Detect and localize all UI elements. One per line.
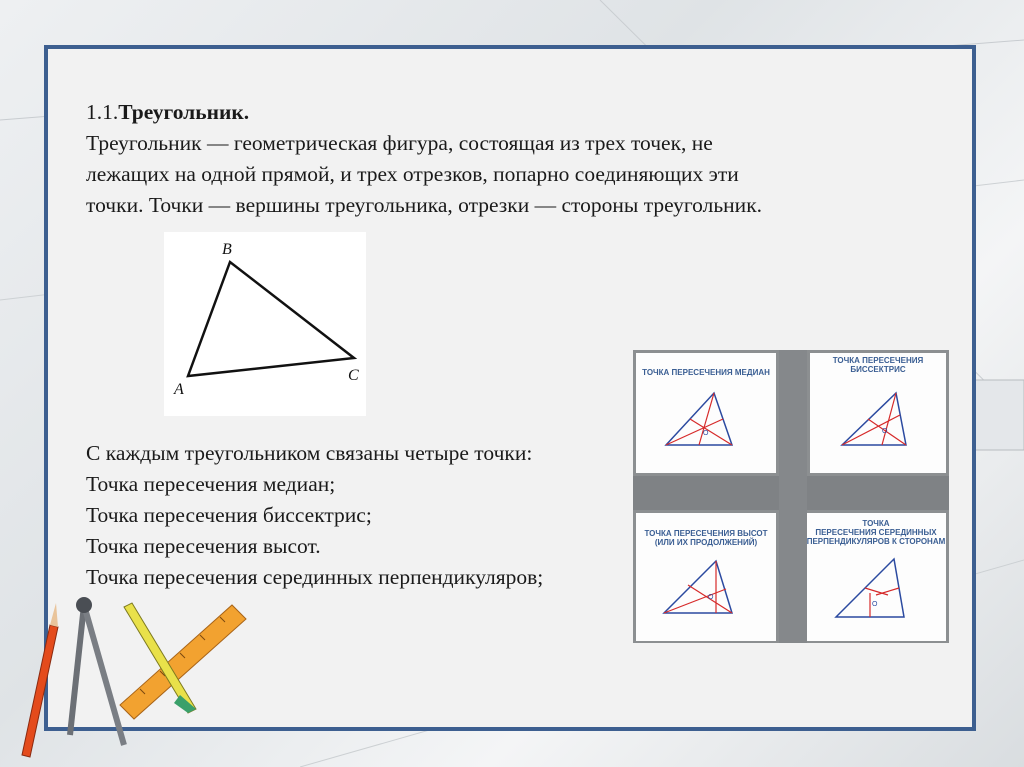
card-caption: ТОЧКА ПЕРЕСЕЧЕНИЯ — [832, 356, 924, 365]
vertex-label-b: B — [222, 241, 232, 258]
card-caption: ПЕРПЕНДИКУЛЯРОВ К СТОРОНАМ — [806, 537, 946, 546]
triangle-abc — [188, 262, 354, 376]
definition-line: точки. Точки — вершины треугольника, отрезки — стороны треугольник. — [86, 193, 763, 217]
card-perpendicular-bisectors — [806, 513, 946, 641]
definition-line: Треугольник — геометрическая фигура, состоящая из трех точек, не — [86, 131, 713, 155]
list-item: Точка пересечения серединных перпендикуляров; — [86, 565, 544, 589]
definition-text — [86, 97, 926, 221]
card-caption: ТОЧКА ПЕРЕСЕЧЕНИЯ ВЫСОТ — [644, 529, 768, 538]
point-o-label: O — [882, 428, 888, 435]
drawing-tools-illustration — [0, 585, 260, 767]
card-caption: ТОЧКА ПЕРЕСЕЧЕНИЯ МЕДИАН — [642, 368, 770, 377]
point-o-label: O — [703, 430, 709, 437]
card-bisectors — [810, 353, 946, 473]
heading-line — [86, 97, 926, 128]
heading-title: Треугольник. — [118, 100, 250, 124]
compass-icon — [70, 597, 124, 745]
list-intro: С каждым треугольником связаны четыре точки: — [86, 441, 533, 465]
card-caption: ТОЧКА — [862, 519, 890, 528]
triangle-points-collage — [633, 350, 949, 643]
pencil-icon — [22, 603, 58, 757]
vertex-label-a: A — [174, 381, 184, 398]
point-o-label: O — [872, 601, 878, 608]
card-altitudes — [636, 513, 776, 641]
list-item: Точка пересечения биссектрис; — [86, 503, 372, 527]
list-item: Точка пересечения высот. — [86, 534, 321, 558]
heading-number: 1.1. — [86, 100, 119, 124]
card-caption: (ИЛИ ИХ ПРОДОЛЖЕНИЙ) — [654, 538, 758, 547]
card-caption: БИССЕКТРИС — [850, 365, 906, 374]
vertex-label-c: C — [348, 367, 359, 384]
triangle-figure — [164, 232, 366, 416]
collage-gutter — [779, 350, 807, 643]
card-caption: ПЕРЕСЕЧЕНИЯ СЕРЕДИННЫХ — [815, 528, 937, 537]
definition-line: лежащих на одной прямой, и трех отрезков, попарно соединяющих эти — [86, 162, 739, 186]
card-medians — [636, 353, 776, 473]
special-points-list — [86, 438, 646, 593]
point-o-label: O — [708, 594, 714, 601]
list-item: Точка пересечения медиан; — [86, 472, 336, 496]
